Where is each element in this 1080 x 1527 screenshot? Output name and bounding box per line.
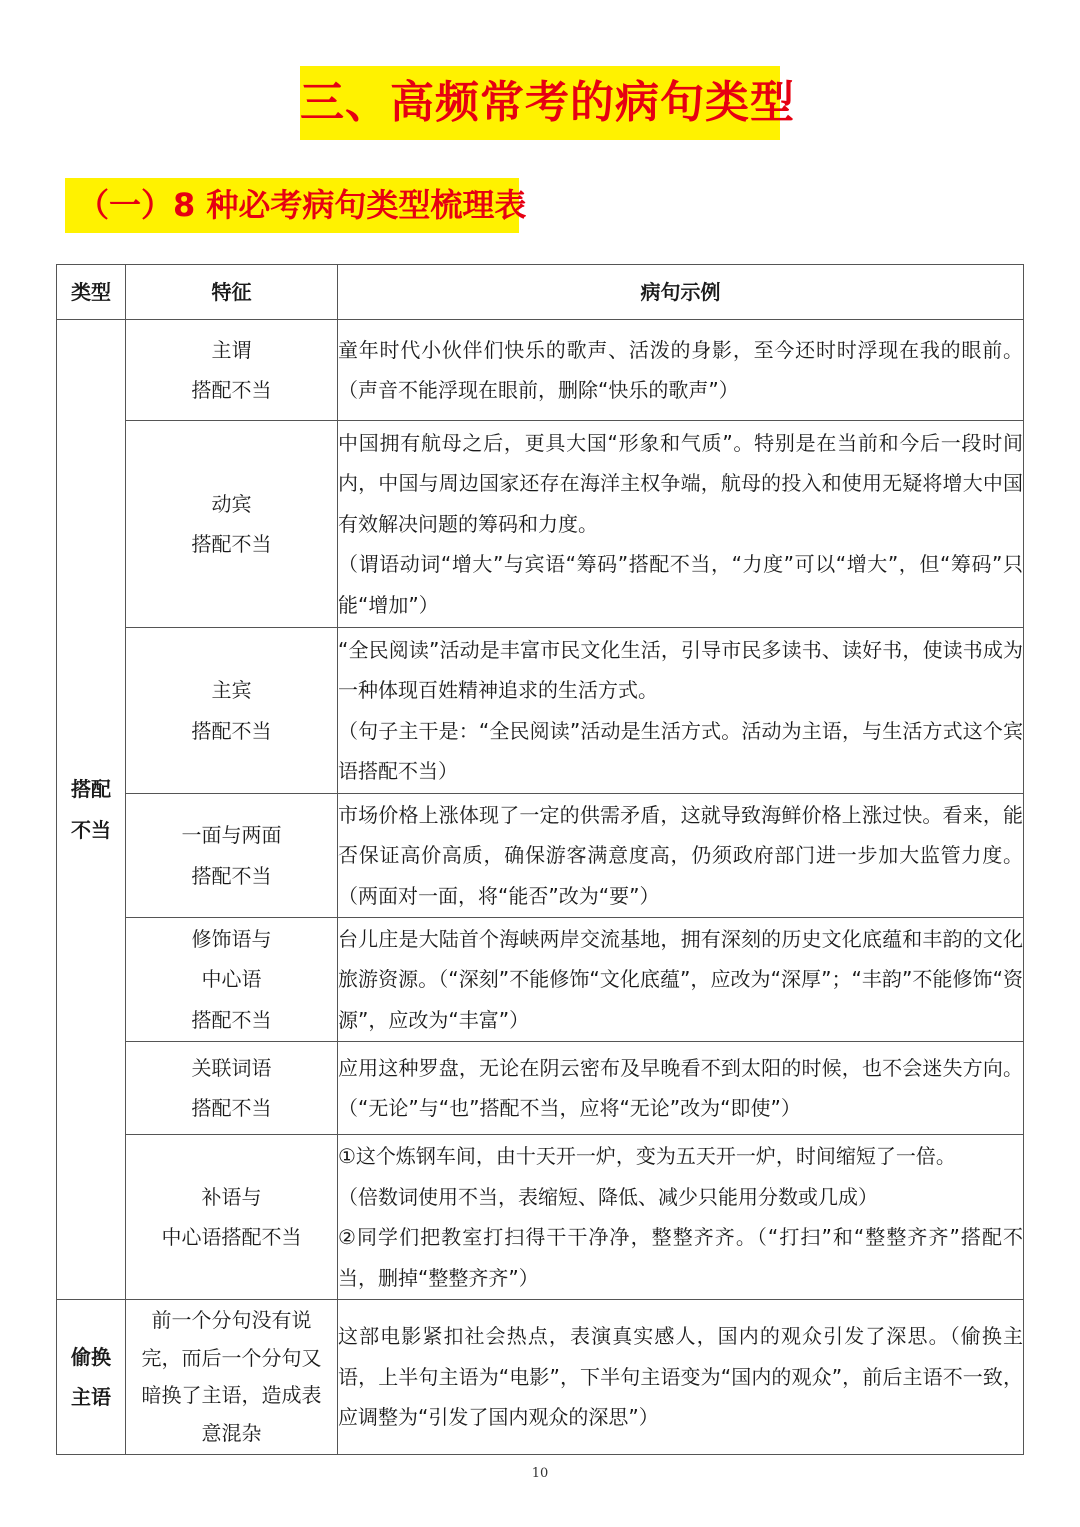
example-text: 中国拥有航母之后，更具大国“形象和气质”。特别是在当前和今后一段时间内，中国与周边国家还存在海洋主权争端，航母的投入和使用无疑将增大中国有效解决问题的筹码和力度。 bbox=[338, 430, 1023, 536]
example-cell bbox=[338, 1300, 1024, 1455]
feature-cell bbox=[126, 628, 338, 794]
feature-line: 动宾 bbox=[211, 491, 252, 516]
example-cell bbox=[338, 1135, 1024, 1300]
header-type: 类型 bbox=[57, 265, 126, 320]
feature-line: 主宾 bbox=[211, 678, 252, 702]
example-text: 童年时代小伙伴们快乐的歌声、活泼的身影，至今还时时浮现在我的眼前。（声音不能浮现在眼前，删除“快乐的歌声”） bbox=[338, 337, 1023, 402]
feature-line: 搭配不当 bbox=[191, 863, 272, 888]
table-row bbox=[57, 628, 1024, 794]
table-row bbox=[57, 794, 1024, 918]
feature-line: 搭配不当 bbox=[191, 1096, 272, 1120]
feature-cell bbox=[126, 421, 338, 628]
page-title: 三、高频常考的病句类型 bbox=[300, 66, 780, 140]
feature-line: 搭配不当 bbox=[191, 532, 272, 556]
feature-line: 补语与 bbox=[201, 1184, 262, 1209]
table-row bbox=[57, 1042, 1024, 1135]
example-cell bbox=[338, 794, 1024, 918]
example-text: 市场价格上涨体现了一定的供需矛盾，这就导致海鲜价格上涨过快。看来，能否保证高价高质，确保游客满意度高，仍须政府部门进一步加大监管力度。（两面对一面，将“能否”改为“要”） bbox=[338, 802, 1023, 908]
feature-line: 暗换了主语，造成表 bbox=[141, 1383, 322, 1407]
feature-line: 前一个分句没有说 bbox=[151, 1308, 312, 1332]
category-cell bbox=[57, 1300, 126, 1455]
category-line: 主语 bbox=[71, 1385, 111, 1409]
table-row bbox=[57, 918, 1024, 1042]
table-row bbox=[57, 421, 1024, 628]
example-text: 应用这种罗盘，无论在阴云密布及早晚看不到太阳的时候，也不会迷失方向。（“无论”与“也”搭配不当，应将“无论”改为“即使”） bbox=[338, 1055, 1023, 1120]
feature-line: 一面与两面 bbox=[181, 823, 282, 847]
feature-line: 意混杂 bbox=[201, 1420, 262, 1445]
table-row bbox=[57, 1135, 1024, 1300]
feature-line: 修饰语与 bbox=[191, 926, 272, 951]
feature-line: 中心语 bbox=[201, 967, 262, 992]
example-cell bbox=[338, 628, 1024, 794]
example-text: ①这个炼钢车间，由十天开一炉，变为五天开一炉，时间缩短了一倍。 bbox=[338, 1144, 956, 1168]
sentence-error-table bbox=[56, 264, 1024, 1455]
feature-line: 中心语搭配不当 bbox=[161, 1225, 302, 1249]
example-note: （倍数词使用不当，表缩短、降低、减少只能用分数或几成） bbox=[338, 1184, 878, 1209]
feature-line: 搭配不当 bbox=[191, 718, 272, 743]
category-line: 偷换 bbox=[71, 1344, 111, 1369]
feature-cell bbox=[126, 794, 338, 918]
example-text: 台儿庄是大陆首个海峡两岸交流基地，拥有深刻的历史文化底蕴和丰韵的文化旅游资源。（“深刻”不能修饰“文化底蕴”，应改为“深厚”；“丰韵”不能修饰“资源”，应改为“丰富”） bbox=[338, 926, 1023, 1032]
feature-cell bbox=[126, 1300, 338, 1455]
example-text: ②同学们把教室打扫得干干净净，整整齐齐。（“打扫”和“整整齐齐”搭配不当，删掉“整整齐齐”） bbox=[338, 1225, 1023, 1290]
example-note: （谓语动词“增大”与宾语“筹码”搭配不当，“力度”可以“增大”，但“筹码”只能“增加”） bbox=[338, 552, 1023, 617]
feature-line: 完，而后一个分句又 bbox=[141, 1345, 322, 1370]
example-cell bbox=[338, 320, 1024, 421]
category-line: 不当 bbox=[71, 817, 111, 842]
example-cell bbox=[338, 421, 1024, 628]
example-note: （句子主干是：“全民阅读”活动是生活方式。活动为主语，与生活方式这个宾语搭配不当） bbox=[338, 718, 1023, 783]
table-row bbox=[57, 320, 1024, 421]
section-title: （一）8 种必考病句类型梳理表 bbox=[65, 178, 519, 233]
feature-line: 关联词语 bbox=[191, 1055, 272, 1080]
feature-line: 搭配不当 bbox=[191, 378, 272, 402]
page-number: 10 bbox=[531, 1466, 549, 1481]
category-line: 搭配 bbox=[71, 777, 111, 801]
feature-cell bbox=[126, 918, 338, 1042]
example-cell bbox=[338, 1042, 1024, 1135]
table-header-row bbox=[57, 265, 1024, 320]
example-cell bbox=[338, 918, 1024, 1042]
header-feature: 特征 bbox=[126, 265, 338, 320]
feature-cell bbox=[126, 1042, 338, 1135]
example-text: 这部电影紧扣社会热点，表演真实感人，国内的观众引发了深思。（偷换主语，上半句主语为“电影”，下半句主语变为“国内的观众”，前后主语不一致，应调整为“引发了国内观众的深思”） bbox=[338, 1324, 1023, 1430]
feature-line: 搭配不当 bbox=[191, 1007, 272, 1032]
feature-line: 主谓 bbox=[211, 337, 252, 362]
table-row bbox=[57, 1300, 1024, 1455]
feature-cell bbox=[126, 320, 338, 421]
category-cell bbox=[57, 320, 126, 1300]
header-example: 病句示例 bbox=[338, 265, 1024, 320]
feature-cell bbox=[126, 1135, 338, 1300]
example-text: “全民阅读”活动是丰富市民文化生活，引导市民多读书、读好书，使读书成为一种体现百姓精神追求的生活方式。 bbox=[338, 637, 1023, 702]
